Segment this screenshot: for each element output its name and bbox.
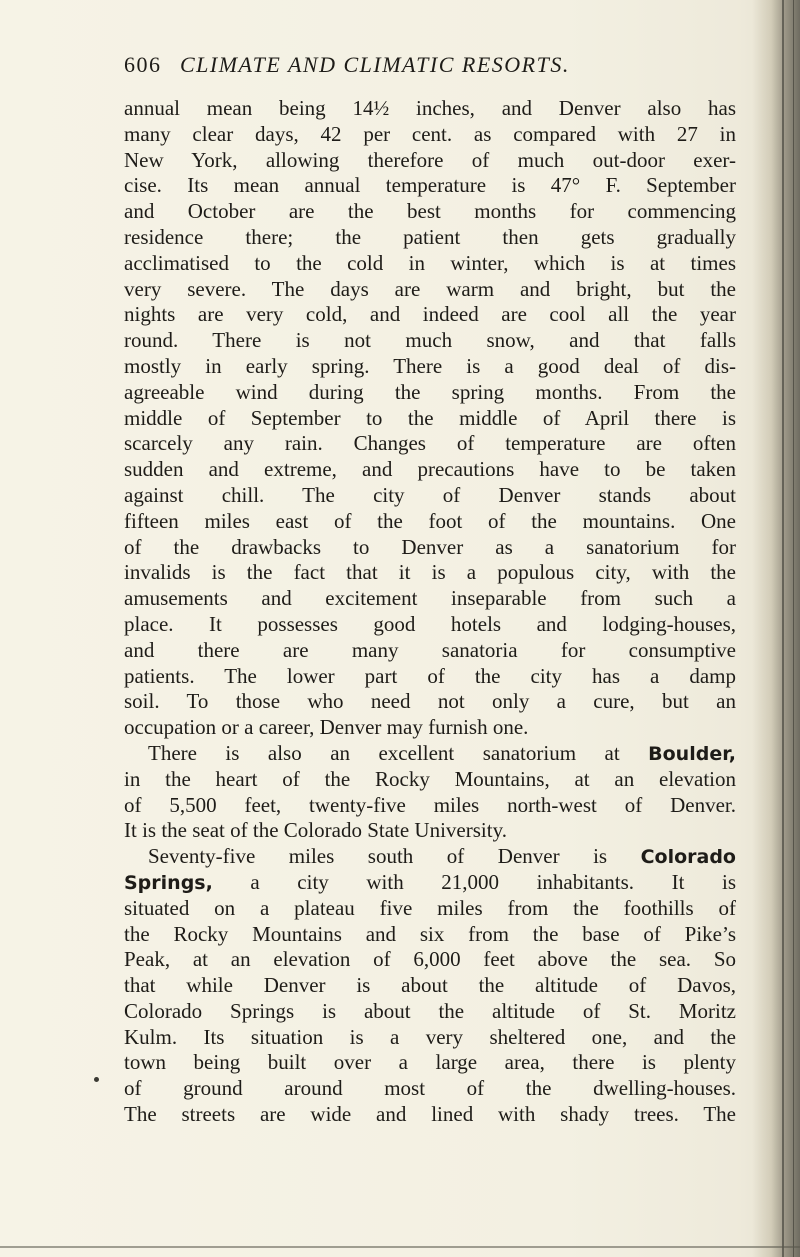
- text-line: occupation or a career, Denver may furnish one.: [124, 715, 529, 740]
- page-bottom-edge: [0, 1246, 800, 1248]
- body-text: [124, 96, 736, 1128]
- text-span: There is also an excellent sanatorium at: [148, 740, 649, 765]
- text-line: situated on a plateau five miles from the foothills of: [124, 895, 736, 920]
- text-line: very severe. The days are warm and bright, but the: [124, 276, 736, 301]
- text-line: cise. Its mean annual temperature is 47° F. September: [124, 173, 736, 198]
- text-line: many clear days, 42 per cent. as compared with 27 in: [124, 121, 736, 146]
- text-line: annual mean being 14½ inches, and Denver also has: [124, 96, 736, 120]
- page-edge-line: [782, 0, 784, 1257]
- text-line: sudden and extreme, and precautions have to be taken: [124, 457, 736, 482]
- text-line: round. There is not much snow, and that falls: [124, 328, 736, 353]
- text-line: [124, 870, 736, 896]
- text-line: of 5,500 feet, twenty-five miles north-west of Denver.: [124, 792, 736, 817]
- text-line: mostly in early spring. There is a good deal of dis-: [124, 353, 736, 378]
- text-line: New York, allowing therefore of much out-door exer-: [124, 147, 736, 172]
- text-span: Seventy-five miles south of Denver is: [148, 844, 641, 869]
- text-line: acclimatised to the cold in winter, which is at times: [124, 250, 736, 275]
- text-line: the Rocky Mountains and six from the base of Pike’s: [124, 921, 736, 946]
- text-line: residence there; the patient then gets gradually: [124, 224, 736, 249]
- text-line: [124, 844, 736, 870]
- text-line: agreeable wind during the spring months. From the: [124, 379, 736, 404]
- text-span: a city with 21,000 inhabitants. It is: [212, 869, 736, 894]
- text-line: Colorado Springs is about the altitude of St. Moritz: [124, 998, 736, 1023]
- text-line: [124, 741, 736, 767]
- text-line: soil. To those who need not only a cure, but an: [124, 689, 736, 714]
- text-line: The streets are wide and lined with shady trees. The: [124, 1102, 736, 1127]
- text-line: invalids is the fact that it is a populous city, with the: [124, 560, 736, 585]
- margin-mark: [94, 1077, 99, 1082]
- place-name-colorado: Colorado: [640, 846, 736, 869]
- page-edge-line-outer: [793, 0, 794, 1257]
- place-name-springs: Springs,: [124, 871, 213, 894]
- text-line: fifteen miles east of the foot of the mountains. One: [124, 508, 736, 533]
- text-line: town being built over a large area, there is plenty: [124, 1050, 736, 1075]
- text-line: in the heart of the Rocky Mountains, at an elevation: [124, 766, 736, 791]
- text-line: scarcely any rain. Changes of temperature are often: [124, 431, 736, 456]
- text-line: Kulm. Its situation is a very sheltered one, and the: [124, 1024, 736, 1049]
- text-line: middle of September to the middle of April there is: [124, 405, 736, 430]
- place-name-boulder: Boulder,: [648, 742, 736, 765]
- text-line: It is the seat of the Colorado State University.: [124, 818, 507, 843]
- running-title: CLIMATE AND CLIMATIC RESORTS.: [180, 52, 570, 77]
- running-head: [124, 52, 744, 82]
- text-line: amusements and excitement inseparable from such a: [124, 586, 736, 611]
- text-line: Peak, at an elevation of 6,000 feet above the sea. So: [124, 947, 736, 972]
- text-line: of ground around most of the dwelling-houses.: [124, 1076, 736, 1101]
- text-line: against chill. The city of Denver stands about: [124, 482, 736, 507]
- text-line: and there are many sanatoria for consumptive: [124, 637, 736, 662]
- page-number: 606: [124, 52, 162, 77]
- text-line: place. It possesses good hotels and lodging-houses,: [124, 611, 736, 636]
- text-line: that while Denver is about the altitude of Davos,: [124, 973, 736, 998]
- text-line: and October are the best months for commencing: [124, 199, 736, 224]
- text-line: of the drawbacks to Denver as a sanatorium for: [124, 534, 736, 559]
- text-line: patients. The lower part of the city has a damp: [124, 663, 736, 688]
- text-line: nights are very cold, and indeed are cool all the year: [124, 302, 736, 327]
